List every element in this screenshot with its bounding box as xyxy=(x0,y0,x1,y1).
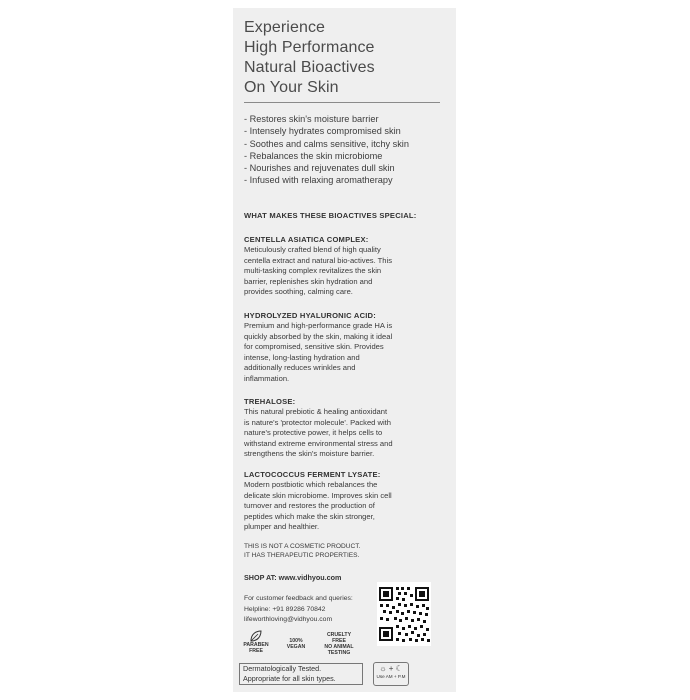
benefit-item: - Nourishes and rejuvenates dull skin xyxy=(244,163,395,174)
section-line: barrier, replenishes skin hydration and xyxy=(244,276,373,286)
badges xyxy=(241,628,371,664)
section-line: withstand extreme environmental stress and xyxy=(244,438,393,448)
shop-link[interactable]: SHOP AT: www.vidhyou.com xyxy=(244,573,342,582)
section-line: multi-tasking complex revitalizes the skin xyxy=(244,266,382,275)
derm-tested-box xyxy=(239,663,363,685)
section-line: plumper and healthier. xyxy=(244,522,320,531)
section-line: strengthens the skin's moisture barrier. xyxy=(244,449,375,458)
sun-moon-icon: ☼ + ☾ xyxy=(379,664,403,673)
disclaimer-line: THIS IS NOT A COSMETIC PRODUCT. xyxy=(244,543,361,550)
badge-line: VEGAN xyxy=(286,644,306,650)
badge-line: TESTING xyxy=(327,650,351,656)
headline xyxy=(244,18,375,98)
badge-line: NO ANIMAL xyxy=(324,644,354,650)
headline-line: Natural Bioactives xyxy=(244,59,375,76)
leaf-icon xyxy=(249,630,263,642)
section-line: is nature's 'protector molecule'. Packed with xyxy=(244,417,392,427)
section-line: turnover and restores the production of xyxy=(244,501,375,510)
section-heading: TREHALOSE: xyxy=(244,397,296,406)
section-text xyxy=(244,245,448,298)
section-line: inflammation. xyxy=(244,373,290,383)
benefit-item: - Restores skin's moisture barrier xyxy=(244,114,379,124)
section-heading: HYDROLYZED HYALURONIC ACID: xyxy=(244,311,376,320)
usage-label: Use AM + P.M xyxy=(376,674,406,679)
benefit-item: - Soothes and calms sensitive, itchy skin xyxy=(244,138,409,149)
headline-line: High Performance xyxy=(244,39,375,56)
badge-line: PARABEN xyxy=(243,642,269,648)
badge-line: FREE xyxy=(332,638,346,644)
section-line: for compromised, sensitive skin. Provides xyxy=(244,342,384,351)
section-line: delicate skin microbiome. Improves skin cell xyxy=(244,490,392,500)
section-line: Premium and high-performance grade HA is xyxy=(244,321,393,330)
badge-line: FREE xyxy=(249,648,263,654)
badge-line: CRUELTY xyxy=(326,632,352,638)
disclaimer-line: IT HAS THERAPEUTIC PROPERTIES. xyxy=(244,552,360,559)
benefit-item: - Intensely hydrates compromised skin xyxy=(244,126,401,137)
section-line: Meticulously crafted blend of high quality xyxy=(244,245,381,254)
section-line: peptides which make the skin stronger, xyxy=(244,511,375,521)
benefit-item: - Rebalances the skin microbiome xyxy=(244,150,383,161)
benefit-item: - Infused with relaxing aromatherapy xyxy=(244,175,393,186)
section-line: Modern postbiotic which rebalances the xyxy=(244,480,378,489)
section-line: nature's protective power, it helps cells to xyxy=(244,428,383,437)
section-text xyxy=(244,480,448,533)
section-text xyxy=(244,407,448,460)
contact-info xyxy=(244,594,353,626)
headline-line: On Your Skin xyxy=(244,79,339,96)
section-heading: LACTOCOCCUS FERMENT LYSATE: xyxy=(244,470,381,479)
derm-line: Dermatologically Tested. xyxy=(243,664,322,673)
section-line: centella extract and natural bio-actives. This xyxy=(244,255,393,265)
badge-vegan xyxy=(281,638,311,650)
qr-code xyxy=(377,582,431,646)
derm-line: Appropriate for all skin types. xyxy=(243,674,336,684)
benefits-list xyxy=(244,113,409,187)
section-line: quickly absorbed by the skin, making it ideal xyxy=(244,331,393,341)
contact-email[interactable]: lifeworthloving@vidhyou.com xyxy=(244,616,333,624)
section-line: This natural prebiotic & healing antioxidant xyxy=(244,407,388,416)
badge-paraben-free xyxy=(241,642,271,654)
section-line: additionally reduces wrinkles and xyxy=(244,363,356,372)
product-label-panel xyxy=(233,8,456,692)
contact-feedback: For customer feedback and queries: xyxy=(244,595,353,602)
divider xyxy=(244,102,440,103)
badge-line: 100% xyxy=(289,638,303,644)
disclaimer xyxy=(244,542,360,560)
headline-line: Experience xyxy=(244,19,326,36)
section-line: intense, long-lasting hydration and xyxy=(244,352,360,362)
section-heading: CENTELLA ASIATICA COMPLEX: xyxy=(244,235,369,244)
section-text xyxy=(244,321,448,384)
section-line: provides soothing, calming care. xyxy=(244,287,353,296)
special-heading: WHAT MAKES THESE BIOACTIVES SPECIAL: xyxy=(244,211,417,220)
badge-cruelty-free xyxy=(319,632,359,656)
contact-helpline[interactable]: Helpline: +91 89286 70842 xyxy=(244,605,326,613)
am-pm-usage-box xyxy=(373,662,409,686)
